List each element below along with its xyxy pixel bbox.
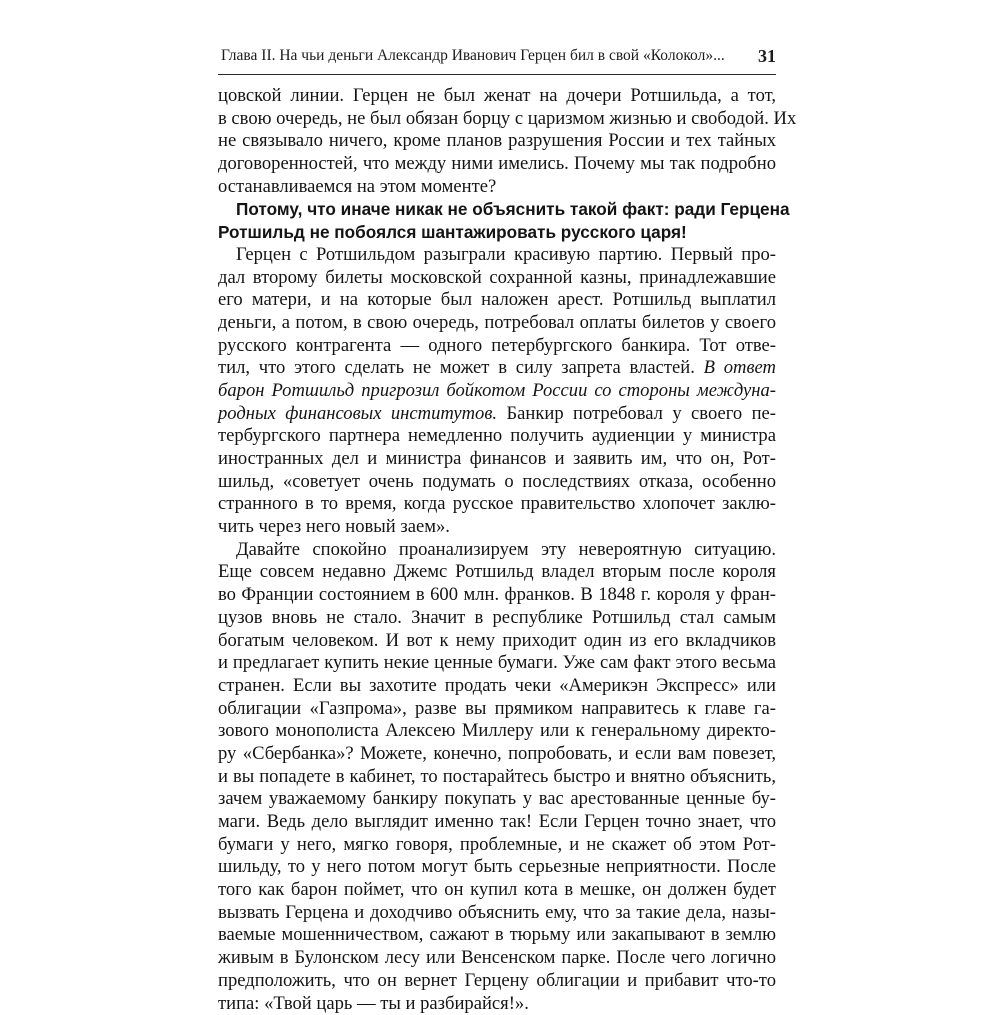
text-line: во Франции состоянием в 600 млн. франков. В 1848 г. короля у фран-	[218, 584, 776, 607]
text-line: его матери, и на которые был наложен арест. Ротшильд выплатил	[218, 289, 776, 312]
text-line: бумаги у него, мягко говоря, проблемные, и не скажет об этом Рот-	[218, 834, 776, 857]
text-line: не связывало ничего, кроме планов разрушения России и тех тайных	[218, 130, 776, 153]
text-line: цузов вновь не стало. Значит в республике Ротшильд стал самым	[218, 607, 776, 630]
text-line: шильду, то у него потом могут быть серьезные неприятности. После	[218, 856, 776, 879]
text-line: Герцен с Ротшильдом разыграли красивую партию. Первый про-	[218, 244, 776, 267]
text-line: вызвать Герцена и доходчиво объяснить ему, что за такие дела, назы-	[218, 902, 776, 925]
text-line: иностранных дел и министра финансов и заявить им, что он, Рот-	[218, 448, 776, 471]
text-line: деньги, а потом, в свою очередь, потребовал оплаты билетов у своего	[218, 312, 776, 335]
italic-segment: родных финансовых институтов.	[218, 403, 497, 424]
text-segment: тил, что этого сделать не может в силу запрета властей.	[218, 357, 704, 378]
text-line: дал второму билеты московской сохранной казны, принадлежавшие	[218, 267, 776, 290]
text-line: договоренностей, что между ними имелись. Почему мы так подробно	[218, 153, 776, 176]
text-line: Еще совсем недавно Джемс Ротшильд владел вторым после короля	[218, 561, 776, 584]
header-rule	[218, 74, 776, 75]
bold-line: Ротшильд не побоялся шантажировать русского царя!	[218, 221, 776, 244]
text-line: типа: «Твой царь — ты и разбирайся!».	[218, 993, 776, 1015]
text-line: странного в то время, когда русское правительство хлопочет заклю-	[218, 493, 776, 516]
text-line: того как барон поймет, что он купил кота в мешке, он должен будет	[218, 879, 776, 902]
text-line: чить через него новый заем».	[218, 516, 776, 539]
text-line: живым в Булонском лесу или Венсенском парке. После чего логично	[218, 947, 776, 970]
text-line: русского контрагента — одного петербургского банкира. Тот отве-	[218, 335, 776, 358]
text-line: зачем уважаемому банкиру покупать у вас арестованные ценные бу-	[218, 788, 776, 811]
italic-segment: В ответ	[704, 357, 776, 378]
text-line: ру «Сбербанка»? Можете, конечно, попробовать, и если вам повезет,	[218, 743, 776, 766]
text-line: цовской линии. Герцен не был женат на дочери Ротшильда, а тот,	[218, 85, 776, 108]
bold-line: Потому, что иначе никак не объяснить такой факт: ради Герцена	[218, 198, 776, 221]
text-line: ваемые мошенничеством, сажают в тюрьму или закапывают в землю	[218, 924, 776, 947]
italic-line: барон Ротшильд пригрозил бойкотом России со стороны междуна-	[218, 380, 776, 403]
text-line: странен. Если вы захотите продать чеки «Америкэн Экспресс» или	[218, 675, 776, 698]
page-number: 31	[758, 44, 776, 68]
text-line: Давайте спокойно проанализируем эту невероятную ситуацию.	[218, 539, 776, 562]
text-line: богатым человеком. И вот к нему приходит один из его вкладчиков	[218, 630, 776, 653]
text-line: облигации «Газпрома», разве вы прямиком направитесь к главе га-	[218, 698, 776, 721]
text-line: предположить, что он вернет Герцену облигации и прибавит что-то	[218, 970, 776, 993]
text-segment: Банкир потребовал у своего пе-	[497, 403, 776, 424]
text-line: тербургского партнера немедленно получить аудиенции у министра	[218, 425, 776, 448]
text-line	[218, 403, 776, 426]
text-line	[218, 357, 776, 380]
text-line: маги. Ведь дело выглядит именно так! Если Герцен точно знает, что	[218, 811, 776, 834]
text-line: зового монополиста Алексею Миллеру или к генеральному директо-	[218, 720, 776, 743]
text-line: и предлагает купить некие ценные бумаги. Уже сам факт этого весьма	[218, 652, 776, 675]
chapter-title: Глава II. На чьи деньги Александр Иванович Герцен бил в свой «Колокол»...	[221, 44, 725, 68]
text-line: останавливаемся на этом моменте?	[218, 176, 776, 199]
text-line: в свою очередь, не был обязан борцу с царизмом жизнью и свободой. Их	[218, 108, 776, 131]
text-line: шильд, «советует очень подумать о последствиях отказа, особенно	[218, 471, 776, 494]
text-line: и вы попадете в кабинет, то постарайтесь быстро и внятно объяснить,	[218, 766, 776, 789]
body-text	[218, 85, 776, 1015]
